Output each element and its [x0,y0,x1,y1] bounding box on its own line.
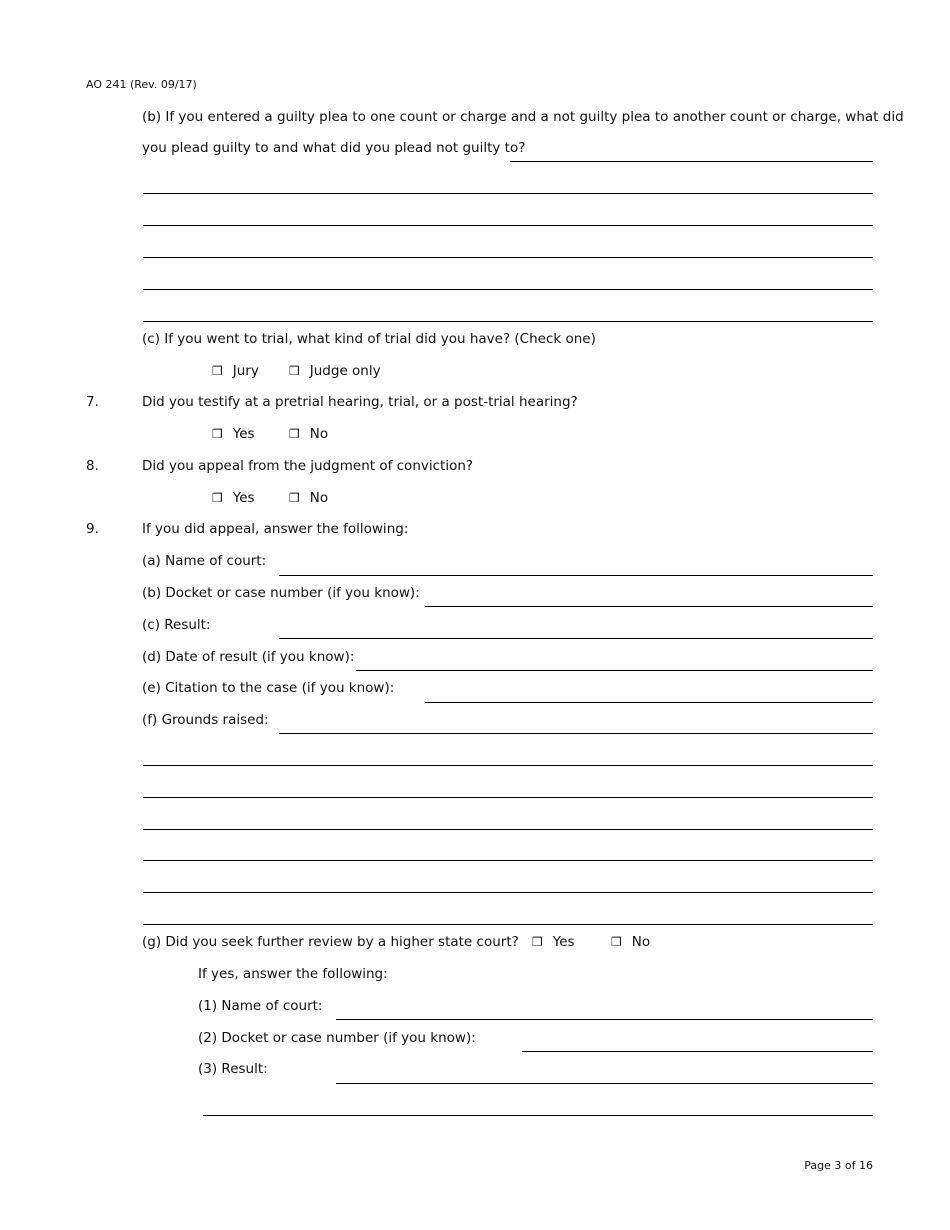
q9g-option-no[interactable] [611,934,650,950]
q9d-label: (d) Date of result (if you know): [142,649,355,665]
q6b-text-line2: you plead guilty to and what did you plead not guilty to? [142,140,526,156]
q9f-answer-line[interactable] [143,829,873,830]
option-label: Yes [232,490,255,506]
form-id: AO 241 (Rev. 09/17) [86,78,197,91]
q7-option-no[interactable] [289,426,328,442]
q6b-answer-line[interactable] [143,289,873,290]
q7-option-yes[interactable] [212,426,255,442]
q9g3-label: (3) Result: [198,1061,268,1077]
q9f-answer-line[interactable] [143,765,873,766]
q6b-answer-line[interactable] [143,193,873,194]
q9f-answer-line[interactable] [279,733,873,734]
option-label: No [309,426,329,442]
q9a-label: (a) Name of court: [142,553,267,569]
q9a-answer-line[interactable] [279,575,873,576]
q9g3-answer-line[interactable] [203,1115,873,1116]
q9g3-answer-line[interactable] [336,1083,873,1084]
q6b-answer-line[interactable] [143,321,873,322]
q9g-text: (g) Did you seek further review by a higher state court? [142,934,519,950]
q9f-answer-line[interactable] [143,924,873,925]
q9g1-answer-line[interactable] [336,1019,873,1020]
q6c-option-judge-only[interactable] [289,363,381,379]
q6b-answer-line[interactable] [510,161,873,162]
q9g1-label: (1) Name of court: [198,998,323,1014]
option-label: No [631,934,651,950]
q9f-answer-line[interactable] [143,892,873,893]
q9e-label: (e) Citation to the case (if you know): [142,680,395,696]
checkbox-icon[interactable]: ❒ [532,935,543,949]
checkbox-icon[interactable]: ❒ [289,364,300,378]
q9c-answer-line[interactable] [279,638,873,639]
option-label: Yes [232,426,255,442]
option-label: Judge only [309,363,381,379]
q6b-answer-line[interactable] [143,225,873,226]
q8-option-no[interactable] [289,490,328,506]
q9-number: 9. [86,521,99,537]
q9b-label: (b) Docket or case number (if you know): [142,585,420,601]
option-label: No [309,490,329,506]
q9e-answer-line[interactable] [425,702,873,703]
q9c-label: (c) Result: [142,617,211,633]
q6b-text-line1: (b) If you entered a guilty plea to one count or charge and a not guilty plea to another count or charge, what did [142,109,904,125]
q9g2-answer-line[interactable] [522,1051,873,1052]
option-label: Jury [232,363,259,379]
q7-number: 7. [86,394,99,410]
q9g2-label: (2) Docket or case number (if you know): [198,1030,476,1046]
q9g-if-yes: If yes, answer the following: [198,966,388,982]
q9f-label: (f) Grounds raised: [142,712,269,728]
q8-text: Did you appeal from the judgment of conviction? [142,458,474,474]
checkbox-icon[interactable]: ❒ [289,491,300,505]
q9f-answer-line[interactable] [143,797,873,798]
checkbox-icon[interactable]: ❒ [212,491,223,505]
q7-text: Did you testify at a pretrial hearing, trial, or a post-trial hearing? [142,394,578,410]
q8-option-yes[interactable] [212,490,255,506]
checkbox-icon[interactable]: ❒ [611,935,622,949]
q8-number: 8. [86,458,99,474]
q9f-answer-line[interactable] [143,860,873,861]
checkbox-icon[interactable]: ❒ [289,427,300,441]
q9b-answer-line[interactable] [425,606,873,607]
checkbox-icon[interactable]: ❒ [212,364,223,378]
q9-text: If you did appeal, answer the following: [142,521,409,537]
option-label: Yes [552,934,575,950]
q9d-answer-line[interactable] [356,670,873,671]
page-number: Page 3 of 16 [804,1159,873,1172]
q6c-option-jury[interactable] [212,363,259,379]
q6c-text: (c) If you went to trial, what kind of trial did you have? (Check one) [142,331,596,347]
q9g-option-yes[interactable] [532,934,575,950]
checkbox-icon[interactable]: ❒ [212,427,223,441]
q6b-answer-line[interactable] [143,257,873,258]
